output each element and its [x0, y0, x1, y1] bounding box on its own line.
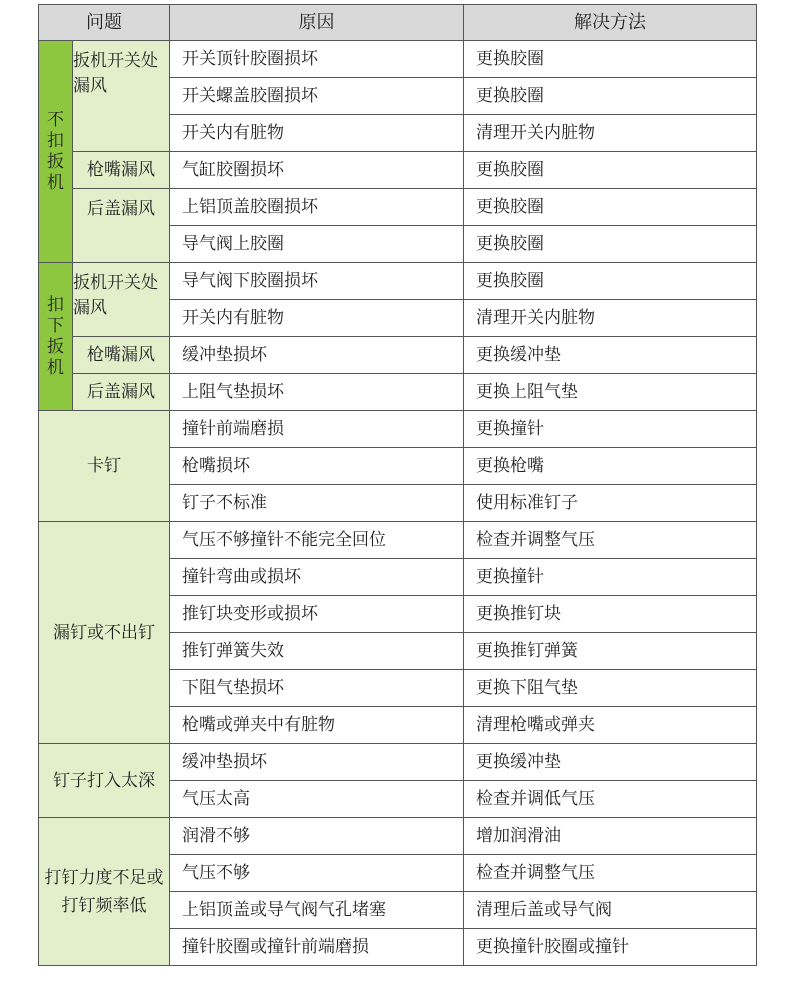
primary-problem-label: 不扣扳机: [47, 109, 64, 193]
cause-cell: 上阻气垫损坏: [170, 374, 464, 411]
table-row: [39, 189, 757, 226]
solution-cell: 更换胶圈: [464, 41, 757, 78]
cause-cell: 开关顶针胶圈损坏: [170, 41, 464, 78]
solution-cell: 更换撞针: [464, 559, 757, 596]
cause-cell: 缓冲垫损坏: [170, 744, 464, 781]
cause-cell: 下阻气垫损坏: [170, 670, 464, 707]
problem-label: 卡钉: [87, 456, 121, 476]
table-row: [39, 152, 757, 189]
cause-cell: 导气阀下胶圈损坏: [170, 263, 464, 300]
table-row: [39, 263, 757, 300]
cause-cell: 撞针前端磨损: [170, 411, 464, 448]
cause-cell: 撞针弯曲或损坏: [170, 559, 464, 596]
header-cause: 原因: [170, 5, 464, 41]
problem-label: 打钉力度不足或打钉频率低: [44, 867, 164, 916]
cause-cell: 推钉弹簧失效: [170, 633, 464, 670]
cause-cell: 气压不够: [170, 855, 464, 892]
solution-cell: 更换撞针胶圈或撞针: [464, 929, 757, 966]
solution-cell: 更换枪嘴: [464, 448, 757, 485]
cause-cell: 上铝顶盖或导气阀气孔堵塞: [170, 892, 464, 929]
cause-cell: 气压太高: [170, 781, 464, 818]
primary-problem-cell: [39, 263, 73, 411]
solution-cell: 更换推钉块: [464, 596, 757, 633]
sub-problem-cell: [73, 189, 170, 263]
solution-cell: 更换胶圈: [464, 189, 757, 226]
solution-cell: 更换胶圈: [464, 152, 757, 189]
cause-cell: 润滑不够: [170, 818, 464, 855]
solution-cell: 清理后盖或导气阀: [464, 892, 757, 929]
solution-cell: 更换胶圈: [464, 78, 757, 115]
solution-cell: 更换胶圈: [464, 263, 757, 300]
cause-cell: 开关内有脏物: [170, 115, 464, 152]
cause-cell: 撞针胶圈或撞针前端磨损: [170, 929, 464, 966]
header-problem: 问题: [39, 5, 170, 41]
header-row: [39, 5, 757, 41]
solution-cell: 检查并调整气压: [464, 522, 757, 559]
cause-cell: 开关螺盖胶圈损坏: [170, 78, 464, 115]
primary-problem-label: 扣下扳机: [47, 294, 64, 378]
solution-cell: 更换缓冲垫: [464, 337, 757, 374]
primary-problem-cell: [39, 41, 73, 263]
problem-cell: [39, 522, 170, 744]
solution-cell: 使用标准钉子: [464, 485, 757, 522]
solution-cell: 清理枪嘴或弹夹: [464, 707, 757, 744]
problem-label: 漏钉或不出钉: [53, 622, 155, 643]
solution-cell: 更换推钉弹簧: [464, 633, 757, 670]
cause-cell: 上铝顶盖胶圈损坏: [170, 189, 464, 226]
sub-problem-cell: [73, 152, 170, 189]
problem-cell: [39, 744, 170, 818]
cause-cell: 枪嘴损坏: [170, 448, 464, 485]
solution-cell: 更换缓冲垫: [464, 744, 757, 781]
solution-cell: 清理开关内脏物: [464, 300, 757, 337]
cause-cell: 导气阀上胶圈: [170, 226, 464, 263]
sub-problem-label: 扳机开关处漏风: [73, 51, 158, 96]
header-solution: 解决方法: [464, 5, 757, 41]
problem-label: 钉子打入太深: [53, 770, 155, 791]
cause-cell: 推钉块变形或损坏: [170, 596, 464, 633]
solution-cell: 增加润滑油: [464, 818, 757, 855]
solution-cell: 检查并调整气压: [464, 855, 757, 892]
table-row: [39, 374, 757, 411]
solution-cell: 清理开关内脏物: [464, 115, 757, 152]
table-row: [39, 337, 757, 374]
cause-cell: 气缸胶圈损坏: [170, 152, 464, 189]
sub-problem-label: 后盖漏风: [87, 382, 155, 402]
cause-cell: 缓冲垫损坏: [170, 337, 464, 374]
solution-cell: 更换胶圈: [464, 226, 757, 263]
cause-cell: 开关内有脏物: [170, 300, 464, 337]
solution-cell: 更换撞针: [464, 411, 757, 448]
sub-problem-label: 枪嘴漏风: [87, 160, 155, 180]
table-row: [39, 41, 757, 78]
sub-problem-cell: [73, 41, 170, 152]
problem-cell: [39, 818, 170, 966]
sub-problem-cell: [73, 374, 170, 411]
table-row: [39, 522, 757, 559]
sub-problem-label: 扳机开关处漏风: [73, 273, 158, 318]
table-row: [39, 744, 757, 781]
table-row: [39, 818, 757, 855]
solution-cell: 更换下阻气垫: [464, 670, 757, 707]
sub-problem-label: 后盖漏风: [87, 199, 155, 219]
solution-cell: 更换上阻气垫: [464, 374, 757, 411]
cause-cell: 枪嘴或弹夹中有脏物: [170, 707, 464, 744]
sub-problem-cell: [73, 337, 170, 374]
problem-cell: [39, 411, 170, 522]
cause-cell: 气压不够撞针不能完全回位: [170, 522, 464, 559]
sub-problem-cell: [73, 263, 170, 337]
sub-problem-label: 枪嘴漏风: [87, 345, 155, 365]
troubleshooting-table: [38, 4, 757, 966]
cause-cell: 钉子不标准: [170, 485, 464, 522]
table-row: [39, 411, 757, 448]
solution-cell: 检查并调低气压: [464, 781, 757, 818]
